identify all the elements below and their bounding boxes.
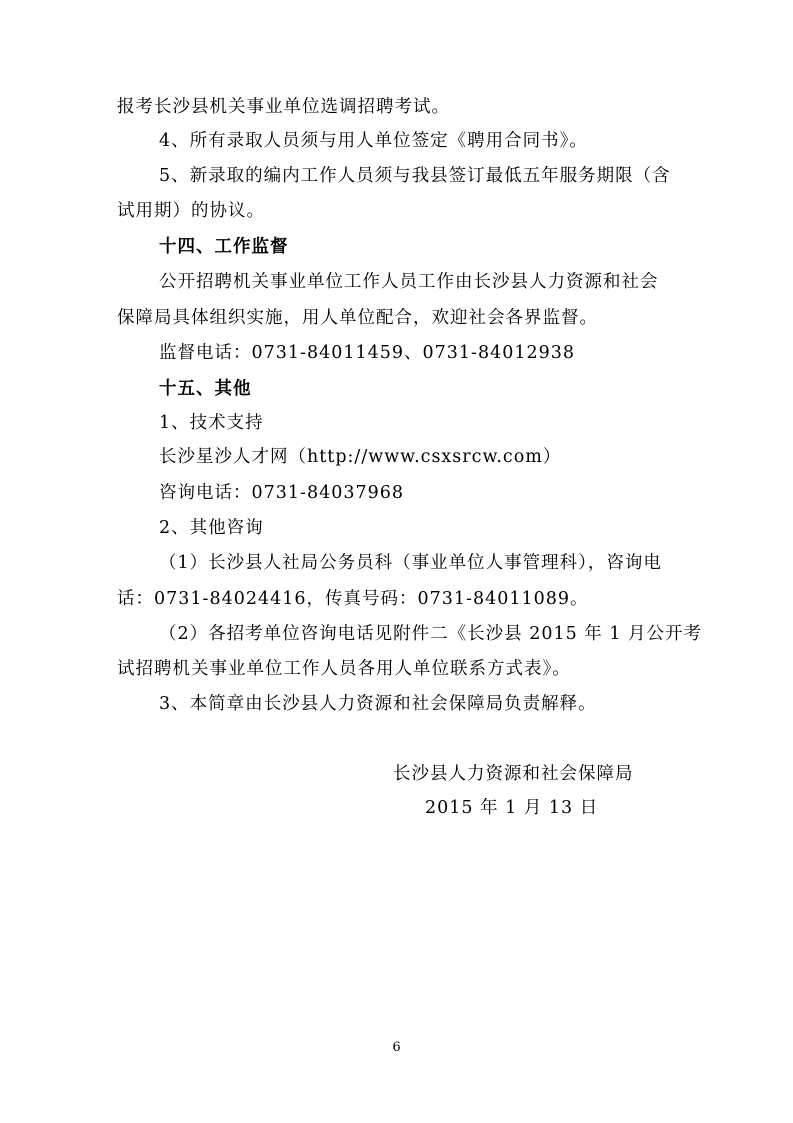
text-line-8: 监督电话：0731-84011459、0731-84012938 xyxy=(159,343,576,363)
text-line-12: 咨询电话：0731-84037968 xyxy=(159,483,405,503)
text-line-16: （2）各招考单位咨询电话见附件二《长沙县 2015 年 1 月公开考 xyxy=(159,624,703,644)
text-line-6: 公开招聘机关事业单位工作人员工作由长沙县人力资源和社会 xyxy=(159,272,659,292)
text-line-15: 话：0731-84024416，传真号码：0731-84011089。 xyxy=(117,589,589,609)
text-line-17: 试招聘机关事业单位工作人员各用人单位联系方式表》。 xyxy=(117,659,571,679)
text-line-3: 5、新录取的编内工作人员须与我县签订最低五年服务期限（含 xyxy=(159,166,671,186)
text-line-4: 试用期）的协议。 xyxy=(117,201,265,221)
text-line-13: 2、其他咨询 xyxy=(159,518,264,538)
section-heading-14: 十四、工作监督 xyxy=(159,237,289,257)
section-heading-15: 十五、其他 xyxy=(159,379,252,399)
text-line-2: 4、所有录取人员须与用人单位签定《聘用合同书》。 xyxy=(159,131,588,151)
text-line-10: 1、技术支持 xyxy=(159,413,264,433)
text-line-7: 保障局具体组织实施，用人单位配合，欢迎社会各界监督。 xyxy=(117,308,598,328)
text-line-11: 长沙星沙人才网（http://www.csxsrcw.com） xyxy=(159,447,562,467)
signature-organization: 长沙县人力资源和社会保障局 xyxy=(393,764,634,784)
page-number: 6 xyxy=(392,1040,401,1055)
signature-date: 2015 年 1 月 13 日 xyxy=(425,798,599,818)
text-line-18: 3、本简章由长沙县人力资源和社会保障局负责解释。 xyxy=(159,694,597,714)
text-line-1: 报考长沙县机关事业单位选调招聘考试。 xyxy=(117,97,450,117)
text-line-14: （1）长沙县人社局公务员科（事业单位人事管理科），咨询电 xyxy=(159,553,662,573)
